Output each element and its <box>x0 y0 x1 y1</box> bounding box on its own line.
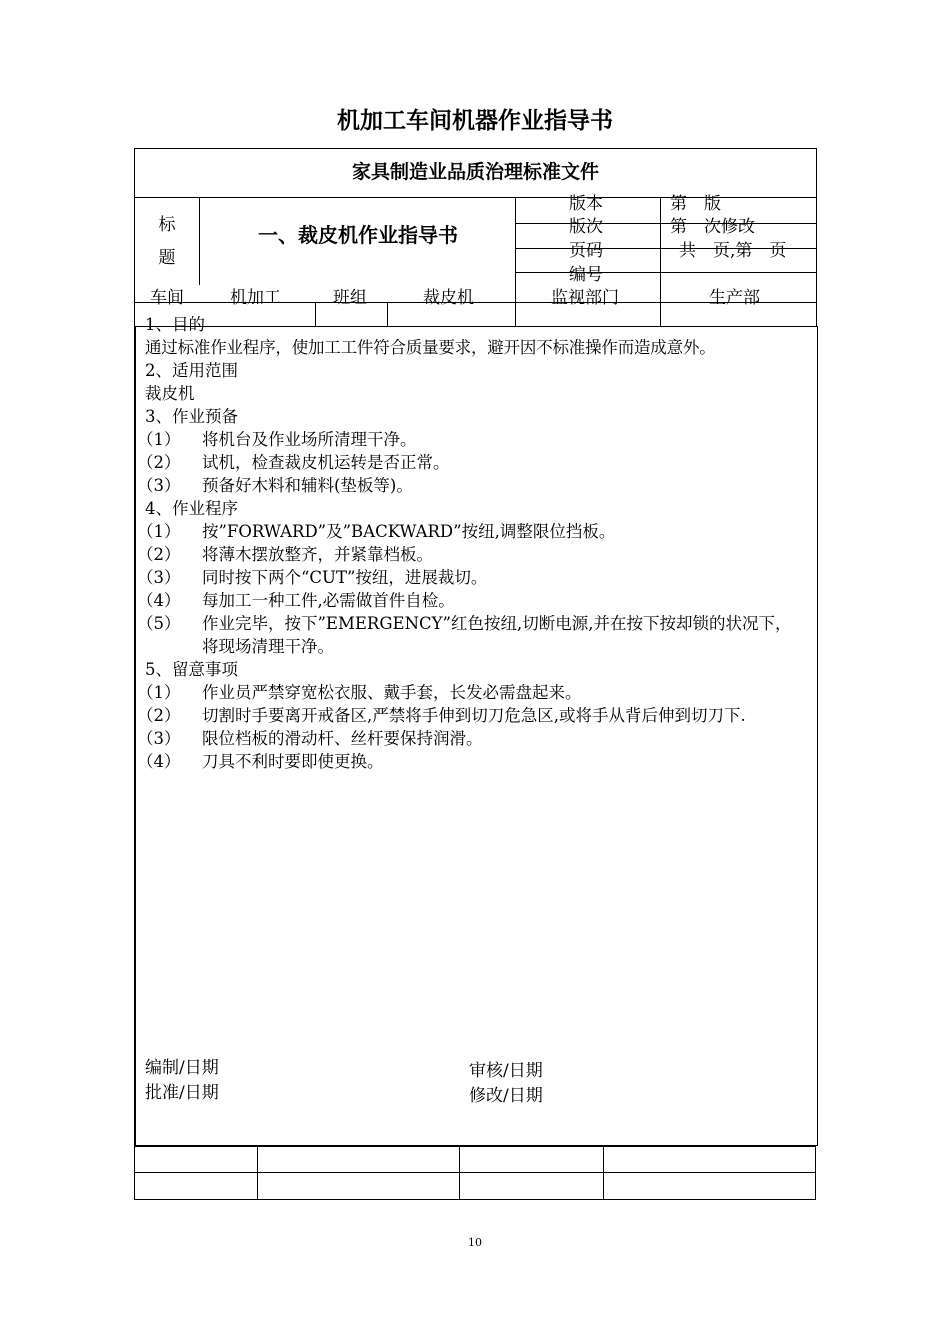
section-4-item-number: （5） <box>137 614 181 633</box>
section-5-item-text: 限位档板的滑动杆、丝杆要保持润滑。 <box>202 729 483 748</box>
team-label: 班组 <box>333 288 367 308</box>
org-title: 家具制造业品质治理标准文件 <box>351 161 599 183</box>
section-3-item <box>137 474 806 497</box>
meta-page-label: 页码 <box>569 241 603 261</box>
meta-revision-label: 版次 <box>569 217 603 237</box>
meta-number-label: 编号 <box>569 265 603 285</box>
section-4-item-text: 将薄木摆放整齐，并紧靠档板。 <box>202 545 433 564</box>
approved-by-date: 批准/日期 <box>145 1083 219 1103</box>
section-4-item-text: 作业完毕，按下”EMERGENCY”红色按纽,切断电源,并在按下按却锁的状况下，将现场清理干净。 <box>202 614 792 656</box>
section-5-heading: 5、留意事项 <box>145 660 238 679</box>
section-3-item <box>137 428 806 451</box>
workshop-value: 机加工 <box>230 288 281 308</box>
section-5-item-number: （2） <box>137 706 181 725</box>
section-4-item <box>137 520 806 543</box>
meta-revision-value: 第 次修改 <box>670 217 755 237</box>
workshop-label: 车间 <box>150 288 184 308</box>
section-4-item-number: （2） <box>137 545 181 564</box>
title-label-top: 标 <box>158 215 176 235</box>
document-title: 机加工车间机器作业指导书 <box>337 108 613 134</box>
section-4-item-number: （3） <box>137 568 181 587</box>
sub-title: 一、裁皮机作业指导书 <box>258 223 458 247</box>
section-4-item <box>137 612 806 658</box>
section-2-text: 裁皮机 <box>145 384 195 403</box>
section-5-item <box>137 727 806 750</box>
section-4-item-text: 每加工一种工件,必需做首件自检。 <box>202 591 455 610</box>
section-4-item <box>137 589 806 612</box>
section-4-item-text: 同时按下两个“CUT”按纽，进展裁切。 <box>202 568 488 587</box>
section-5-item-text: 切割时手要离开戒备区,严禁将手伸到切刀危急区,或将手从背后伸到切刀下. <box>202 706 746 725</box>
meta-version-value: 第 版 <box>670 194 721 214</box>
section-3-item-number: （1） <box>137 430 181 449</box>
section-5-item-number: （3） <box>137 729 181 748</box>
modified-by-date: 修改/日期 <box>469 1086 543 1106</box>
section-4-heading: 4、作业程序 <box>145 499 238 518</box>
section-3-item-number: （2） <box>137 453 181 472</box>
section-3-heading: 3、作业预备 <box>145 407 238 426</box>
section-4-item <box>137 566 806 589</box>
body-content <box>137 313 815 773</box>
monitor-value: 生产部 <box>709 288 760 308</box>
meta-page-value: 共 页,第 页 <box>679 241 787 261</box>
title-label-bottom: 题 <box>158 248 176 268</box>
section-4-item <box>137 543 806 566</box>
section-3-item-text: 将机台及作业场所清理干净。 <box>202 430 417 449</box>
section-5-item <box>137 750 806 773</box>
page-number: 10 <box>468 1236 482 1249</box>
section-3-item-text: 预备好木料和辅料(垫板等)。 <box>202 476 413 495</box>
section-3-item-text: 试机，检查裁皮机运转是否正常。 <box>202 453 450 472</box>
section-1-heading: 1、目的 <box>145 315 205 334</box>
section-4-item-number: （4） <box>137 591 181 610</box>
section-2-heading: 2、适用范围 <box>145 361 238 380</box>
section-5-item-number: （1） <box>137 683 181 702</box>
section-5-item <box>137 704 806 727</box>
section-5-item <box>137 681 806 704</box>
section-5-item-number: （4） <box>137 752 181 771</box>
section-4-item-text: 按”FORWARD”及”BACKWARD”按纽,调整限位挡板。 <box>202 522 616 541</box>
team-value: 裁皮机 <box>423 288 474 308</box>
monitor-label: 监视部门 <box>551 288 619 308</box>
meta-version-label: 版本 <box>569 194 603 214</box>
section-3-item-number: （3） <box>137 476 181 495</box>
section-4-list <box>137 520 815 658</box>
reviewed-by-date: 审核/日期 <box>469 1061 543 1081</box>
prepared-by-date: 编制/日期 <box>145 1058 219 1078</box>
section-4-item-number: （1） <box>137 522 181 541</box>
section-3-item <box>137 451 806 474</box>
section-5-item-text: 刀具不利时要即使更换。 <box>202 752 384 771</box>
section-5-list <box>137 681 815 773</box>
section-3-list <box>137 428 815 497</box>
section-5-item-text: 作业员严禁穿宽松衣服、戴手套，长发必需盘起来。 <box>202 683 582 702</box>
section-1-text: 通过标准作业程序，使加工工件符合质量要求，避开因不标准操作而造成意外。 <box>145 338 716 357</box>
